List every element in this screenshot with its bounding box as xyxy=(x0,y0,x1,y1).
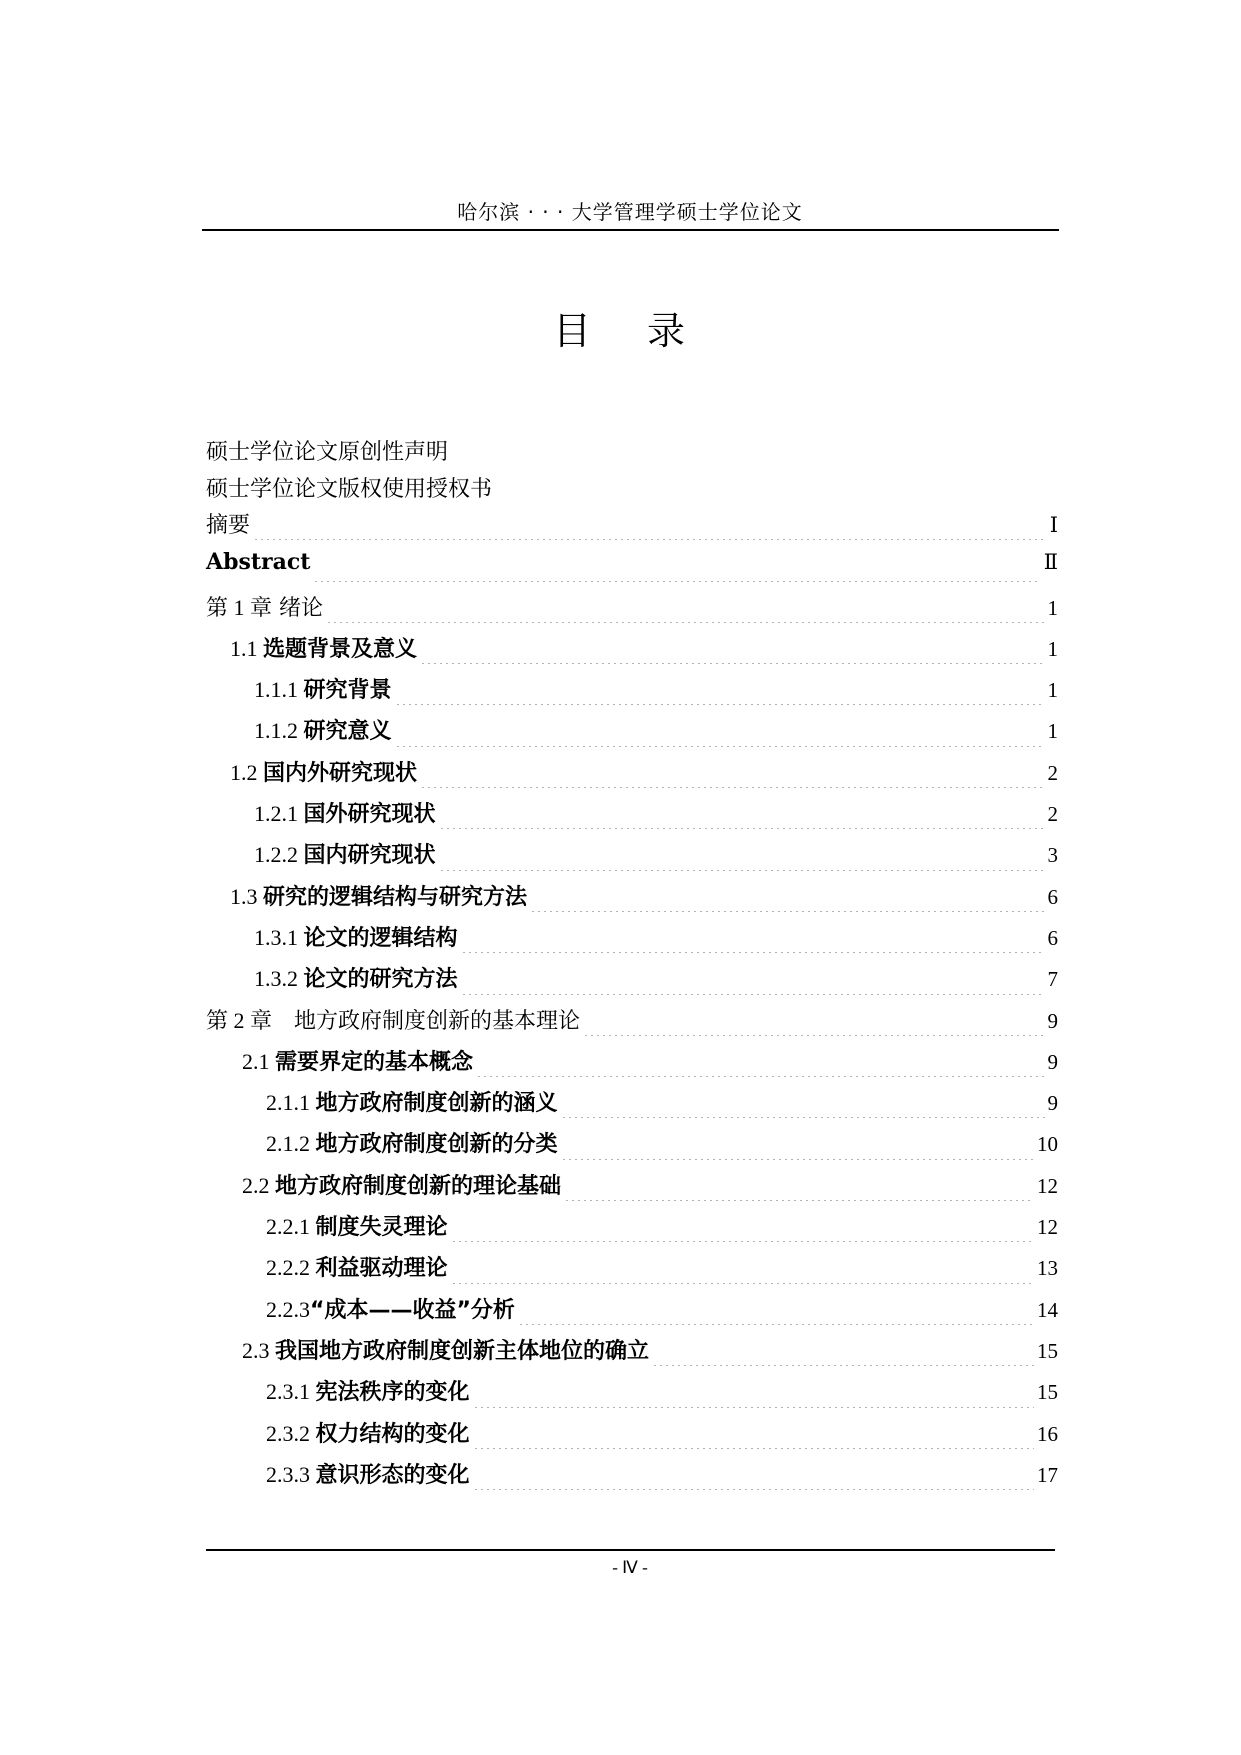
toc-entry-label xyxy=(206,1004,580,1035)
toc-entry-number: 第 1 章 xyxy=(206,594,273,620)
toc-entry[interactable] xyxy=(206,632,1058,673)
toc-entry-page: 9 xyxy=(1047,1049,1058,1074)
toc-entry-label xyxy=(230,632,417,663)
dot-leader xyxy=(420,787,1044,788)
toc-entry[interactable] xyxy=(206,673,1058,714)
toc-entry-page: 16 xyxy=(1037,1421,1058,1446)
toc-entry-label xyxy=(242,1169,561,1200)
toc-entry-label xyxy=(254,962,458,993)
toc-entry-page: 6 xyxy=(1047,925,1058,950)
toc-entry-page: 1 xyxy=(1047,595,1058,620)
dot-leader xyxy=(439,828,1045,829)
toc-entry-title: 地方政府制度创新的分类 xyxy=(315,1132,558,1158)
toc-entry[interactable] xyxy=(206,508,1058,549)
header-rule xyxy=(202,229,1059,231)
toc-entry-title: 研究意义 xyxy=(303,719,392,745)
toc-entry-number: 1.3.1 xyxy=(254,924,304,950)
toc-entry-title: 摘要 xyxy=(206,513,251,538)
toc-entry[interactable] xyxy=(206,714,1058,755)
toc-entry-number: 1.1.2 xyxy=(254,718,304,744)
toc-entry-page: 15 xyxy=(1037,1338,1058,1363)
toc-entry-number: 2.1.1 xyxy=(266,1090,316,1116)
toc-entry-label xyxy=(266,1086,558,1117)
dot-leader xyxy=(518,1324,1034,1325)
dot-leader xyxy=(473,1407,1034,1408)
toc-entry-page: Ⅰ xyxy=(1049,513,1058,537)
toc-entry-page: 17 xyxy=(1037,1462,1058,1487)
toc-entry[interactable] xyxy=(206,880,1058,921)
toc-entry-title: 国内外研究现状 xyxy=(263,760,418,786)
toc-entry[interactable] xyxy=(206,1004,1058,1045)
toc-entry-title: 我国地方政府制度创新主体地位的确立 xyxy=(275,1338,650,1364)
toc-entry-number: 2.3.1 xyxy=(266,1379,316,1405)
dot-leader xyxy=(652,1365,1034,1366)
toc-title: 目 录 xyxy=(552,309,708,353)
toc-entries xyxy=(206,508,1058,1499)
toc-entry[interactable] xyxy=(206,838,1058,879)
toc-entry[interactable] xyxy=(206,1293,1058,1334)
dot-leader xyxy=(473,1448,1034,1449)
dot-leader xyxy=(420,663,1044,664)
toc-entry-number: 1.1.1 xyxy=(254,677,304,703)
toc-entry[interactable] xyxy=(206,1210,1058,1251)
toc-entry-title: 地方政府制度创新的基本理论 xyxy=(272,1008,581,1034)
dot-leader xyxy=(395,704,1045,705)
toc-entry-title: 选题背景及意义 xyxy=(263,636,418,662)
toc-entry[interactable] xyxy=(206,1169,1058,1210)
toc-entry-number: 2.1 xyxy=(242,1048,275,1074)
dot-leader xyxy=(561,1117,1045,1118)
toc-entry-title: Abstract xyxy=(206,549,311,576)
dot-leader xyxy=(564,1200,1034,1201)
toc-entry-title: 权力结构的变化 xyxy=(315,1421,470,1447)
toc-entry-label xyxy=(266,1210,448,1241)
toc-entry-label xyxy=(254,797,436,828)
toc-entry-label xyxy=(206,591,323,622)
toc-entry-label xyxy=(254,838,436,869)
dot-leader xyxy=(476,1076,1044,1077)
toc-entry-label xyxy=(266,1375,470,1406)
toc-entry[interactable] xyxy=(206,1458,1058,1499)
toc-entry-label xyxy=(266,1127,558,1158)
dot-leader xyxy=(439,870,1045,871)
toc-entry-title: 制度失灵理论 xyxy=(315,1215,448,1241)
toc-entry-label xyxy=(266,1251,448,1282)
toc-entry-number: 2.3.3 xyxy=(266,1461,316,1487)
toc-entry-page: 9 xyxy=(1047,1008,1058,1033)
dot-leader xyxy=(530,911,1044,912)
toc-entry-number: 1.2.2 xyxy=(254,842,304,868)
toc-entry-number: 1.1 xyxy=(230,635,263,661)
toc-entry-page: 14 xyxy=(1037,1297,1058,1322)
toc-entry[interactable] xyxy=(206,1086,1058,1127)
toc-entry[interactable] xyxy=(206,549,1058,590)
toc-entry-page: 2 xyxy=(1047,802,1058,827)
toc-entry-title: 论文的研究方法 xyxy=(303,967,458,993)
toc-entry-label xyxy=(242,1045,473,1076)
toc-entry-label xyxy=(206,549,310,575)
toc-entry-page: 1 xyxy=(1047,719,1058,744)
toc-entry-page: 3 xyxy=(1047,843,1058,868)
toc-entry-label xyxy=(254,921,458,952)
toc-entry[interactable] xyxy=(206,921,1058,962)
toc-entry[interactable] xyxy=(206,797,1058,838)
dot-leader xyxy=(473,1489,1034,1490)
footer-rule xyxy=(206,1549,1055,1551)
toc-entry-title: 意识形态的变化 xyxy=(315,1462,470,1488)
toc-entry-page: 1 xyxy=(1047,636,1058,661)
toc-entry-title: 论文的逻辑结构 xyxy=(303,925,458,951)
toc-entry-label xyxy=(206,508,250,539)
toc-entry-number: 1.2.1 xyxy=(254,801,304,827)
toc-entry-number: 1.3.2 xyxy=(254,966,304,992)
toc-entry-number: 第 2 章 xyxy=(206,1007,273,1033)
toc-entry-number: 2.2 xyxy=(242,1172,275,1198)
toc-entry[interactable] xyxy=(206,591,1058,632)
toc-entry-number: 2.2.3 xyxy=(266,1296,310,1322)
dot-leader xyxy=(561,1159,1034,1160)
dot-leader xyxy=(395,746,1045,747)
toc-entry[interactable] xyxy=(206,756,1058,797)
front-item-originality-statement: 硕士学位论文原创性声明 xyxy=(206,440,449,465)
dot-leader xyxy=(451,1283,1034,1284)
dot-leader xyxy=(461,994,1045,995)
toc-entry-number: 1.2 xyxy=(230,759,263,785)
toc-entry-number: 2.2.2 xyxy=(266,1255,316,1281)
front-item-copyright-authorization: 硕士学位论文版权使用授权书 xyxy=(206,477,493,502)
dot-leader xyxy=(583,1035,1044,1036)
toc-entry-page: 12 xyxy=(1037,1215,1058,1240)
toc-entry-label xyxy=(266,1293,515,1324)
toc-entry-page: 9 xyxy=(1047,1091,1058,1116)
toc-entry-page: 12 xyxy=(1037,1173,1058,1198)
toc-entry-title: 研究的逻辑结构与研究方法 xyxy=(263,884,528,910)
toc-entry-title: 研究背景 xyxy=(303,678,392,704)
toc-entry-label xyxy=(242,1334,649,1365)
running-header: 哈尔滨 · · · 大学管理学硕士学位论文 xyxy=(457,200,803,224)
toc-entry-label xyxy=(254,673,392,704)
toc-entry[interactable] xyxy=(206,1334,1058,1375)
toc-entry-page: 13 xyxy=(1037,1256,1058,1281)
toc-entry-number: 2.1.2 xyxy=(266,1131,316,1157)
toc-entry-title: 地方政府制度创新的涵义 xyxy=(315,1091,558,1117)
toc-entry-number: 2.3.2 xyxy=(266,1420,316,1446)
toc-entry-page: 2 xyxy=(1047,760,1058,785)
toc-entry-label xyxy=(266,1417,470,1448)
toc-entry[interactable] xyxy=(206,1127,1058,1168)
toc-entry-title: 需要界定的基本概念 xyxy=(275,1049,474,1075)
toc-entry-page: 6 xyxy=(1047,884,1058,909)
toc-entry-label xyxy=(230,880,527,911)
toc-entry-title: 绪论 xyxy=(272,595,324,621)
toc-entry[interactable] xyxy=(206,1045,1058,1086)
toc-entry-page: 15 xyxy=(1037,1380,1058,1405)
dot-leader xyxy=(313,581,1040,582)
toc-entry-title: 利益驱动理论 xyxy=(315,1256,448,1282)
dot-leader xyxy=(461,952,1045,953)
toc-entry-title: 地方政府制度创新的理论基础 xyxy=(275,1173,562,1199)
toc-entry-title: 国内研究现状 xyxy=(303,843,436,869)
toc-entry-page: 7 xyxy=(1047,967,1058,992)
toc-entry-label xyxy=(254,714,392,745)
toc-entry-page: 10 xyxy=(1037,1132,1058,1157)
dot-leader xyxy=(451,1241,1034,1242)
toc-entry-number: 2.2.1 xyxy=(266,1214,316,1240)
toc-entry[interactable] xyxy=(206,1251,1058,1292)
toc-entry-title: 国外研究现状 xyxy=(303,802,436,828)
toc-entry-page: Ⅱ xyxy=(1043,550,1058,575)
toc-entry-page: 1 xyxy=(1047,678,1058,703)
toc-entry[interactable] xyxy=(206,1417,1058,1458)
toc-entry-title: 宪法秩序的变化 xyxy=(315,1380,470,1406)
toc-entry-label xyxy=(266,1458,470,1489)
dot-leader xyxy=(253,539,1047,540)
toc-entry-number: 1.3 xyxy=(230,883,263,909)
dot-leader xyxy=(326,622,1044,623)
toc-entry[interactable] xyxy=(206,1375,1058,1416)
table-of-contents xyxy=(206,434,1058,1499)
toc-entry-number: 2.3 xyxy=(242,1337,275,1363)
toc-entry[interactable] xyxy=(206,962,1058,1003)
toc-entry-title: “成本——收益”分析 xyxy=(310,1297,515,1323)
page-number: - Ⅳ - xyxy=(612,1558,648,1577)
toc-entry-label xyxy=(230,756,417,787)
